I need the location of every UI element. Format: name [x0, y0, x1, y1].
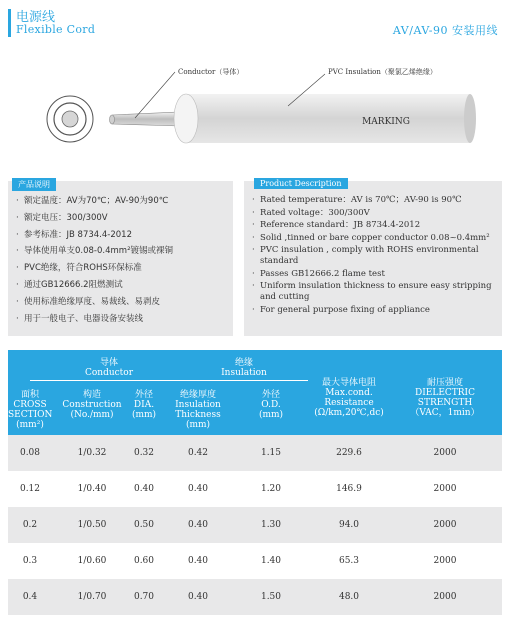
- col-dia-unit: (mm): [131, 410, 157, 420]
- list-item: · 额定温度：AV为70℃；AV-90为90℃: [16, 195, 227, 208]
- list-item: · Passes GB12666.2 flame test: [252, 269, 496, 280]
- spec-table-body: [8, 435, 502, 615]
- col-construction-cn: 构造: [82, 390, 101, 400]
- list-item: · Rated temperature：AV is 70℃；AV-90 is 90℃: [252, 195, 496, 206]
- cell-od: 1.40: [260, 556, 282, 566]
- cell-dielectric: 2000: [433, 448, 457, 458]
- col-od-cn: 外径: [261, 390, 280, 400]
- cell-construction: 1/0.70: [77, 592, 107, 602]
- col-section-unit: (mm²): [16, 420, 44, 430]
- insulation-group-en: Insulation: [221, 368, 267, 378]
- cell-od: 1.15: [260, 448, 282, 458]
- cell-section: 0.4: [22, 592, 38, 602]
- col-resistance-unit: (Ω/km,20℃,dc): [314, 408, 384, 418]
- table-row: [8, 507, 502, 543]
- cell-resistance: 94.0: [338, 520, 360, 530]
- cell-dielectric: 2000: [433, 520, 457, 530]
- insulation-group-cn: 绝缘: [234, 358, 253, 368]
- list-item: · 使用标准绝缘厚度、易裁线、易剥皮: [16, 296, 227, 309]
- cell-thickness: 0.40: [187, 484, 209, 494]
- cell-dia: 0.60: [133, 556, 155, 566]
- col-dia-cn: 外径: [134, 390, 153, 400]
- list-item: · 用于一般电子、电器设备安装线: [16, 313, 227, 326]
- cell-thickness: 0.42: [187, 448, 209, 458]
- cell-construction: 1/0.32: [77, 448, 107, 458]
- list-item: · Uniform insulation thickness to ensure easy stripping and cutting: [252, 281, 496, 303]
- product-list-en: [252, 195, 496, 317]
- jacket-front-face: [174, 94, 198, 143]
- page-title-cn: 电源线: [16, 10, 56, 25]
- cell-dia: 0.32: [133, 448, 155, 458]
- conductor-group-cn: 导体: [99, 358, 118, 368]
- conductor-group-en: Conductor: [84, 368, 134, 378]
- list-item: · PVC绝缘，符合ROHS环保标准: [16, 262, 227, 275]
- conductor-group-rule: [30, 380, 188, 381]
- cell-dielectric: 2000: [433, 484, 457, 494]
- table-row: [8, 579, 502, 615]
- table-row: [8, 471, 502, 507]
- panel-tag-cn: 产品说明: [12, 178, 56, 191]
- cell-dia: 0.40: [133, 484, 155, 494]
- cell-section: 0.12: [19, 484, 41, 494]
- list-item: · 导体使用单支0.08-0.4mm²镀锡或裸铜: [16, 245, 227, 258]
- col-thickness-en2: Thickness: [175, 410, 221, 420]
- cell-dielectric: 2000: [433, 556, 457, 566]
- col-resistance-en1: Max.cond.: [325, 388, 373, 398]
- list-item: · 额定电压：300/300V: [16, 212, 227, 225]
- col-od-en: O.D.: [261, 400, 281, 410]
- header-accent-bar: [8, 9, 11, 37]
- product-description-cn: [8, 181, 233, 336]
- jacket-tail: [464, 94, 476, 143]
- list-item: · For general purpose fixing of appliance: [252, 305, 496, 316]
- col-section-en1: CROSS: [13, 400, 47, 410]
- col-dielectric-unit: （VAC，1min）: [410, 408, 480, 418]
- cell-resistance: 146.9: [336, 484, 362, 494]
- list-item: · Reference standard：JB 8734.4-2012: [252, 220, 496, 231]
- cell-od: 1.20: [260, 484, 282, 494]
- col-dielectric-en1: DIELECTRIC: [415, 388, 475, 398]
- col-resistance-en2: Resistance: [324, 398, 374, 408]
- product-description-en: [244, 181, 502, 336]
- insulation-label: PVC Insulation（聚氯乙烯绝缘）: [328, 68, 437, 76]
- insulation-group-rule: [178, 380, 308, 381]
- col-thickness-cn: 绝缘厚度: [179, 390, 216, 400]
- cell-thickness: 0.40: [187, 556, 209, 566]
- product-series: AV/AV-90 安装用线: [392, 24, 498, 37]
- cell-resistance: 229.6: [336, 448, 362, 458]
- list-item: · PVC insulation , comply with ROHS environmental standard: [252, 245, 496, 267]
- list-item: · Rated voltage：300/300V: [252, 208, 496, 219]
- col-dielectric-cn: 耐压强度: [426, 378, 463, 388]
- cable-diagram: [0, 50, 510, 170]
- col-dia-en: DIA.: [133, 400, 155, 410]
- conductor-end: [110, 115, 115, 124]
- cell-od: 1.30: [260, 520, 282, 530]
- table-row: [8, 435, 502, 471]
- list-item: · Solid ,tinned or bare copper conductor 0.08~0.4mm²: [252, 233, 496, 244]
- table-row: [8, 543, 502, 579]
- cell-construction: 1/0.60: [77, 556, 107, 566]
- col-dielectric-en2: STRENGTH: [417, 398, 473, 408]
- spec-table-header: [8, 350, 502, 435]
- cell-construction: 1/0.50: [77, 520, 107, 530]
- cell-resistance: 65.3: [338, 556, 360, 566]
- cell-thickness: 0.40: [187, 592, 209, 602]
- cell-od: 1.50: [260, 592, 282, 602]
- col-resistance-cn: 最大导体电阻: [321, 378, 376, 388]
- cell-dia: 0.70: [133, 592, 155, 602]
- cell-thickness: 0.40: [187, 520, 209, 530]
- cell-section: 0.2: [22, 520, 38, 530]
- conductor-callout-line: [135, 72, 175, 118]
- cell-section: 0.08: [19, 448, 41, 458]
- col-section-en2: SECTION: [8, 410, 53, 420]
- cable-marking-text: MARKING: [362, 117, 410, 127]
- product-list-cn: [16, 195, 227, 329]
- bare-conductor: [112, 112, 180, 126]
- insulation-jacket: [186, 94, 470, 143]
- col-thickness-unit: (mm): [185, 420, 211, 430]
- col-od-unit: (mm): [258, 410, 284, 420]
- conductor-label: Conductor（导体）: [178, 68, 244, 76]
- col-construction-en: Construction: [62, 400, 122, 410]
- col-construction-unit: (No./mm): [70, 410, 114, 420]
- panel-tag-en: Product Description: [254, 178, 348, 189]
- cell-section: 0.3: [22, 556, 38, 566]
- page-title-en: Flexible Cord: [16, 23, 96, 36]
- col-section-cn: 面积: [20, 390, 39, 400]
- cell-dia: 0.50: [133, 520, 155, 530]
- cell-dielectric: 2000: [433, 592, 457, 602]
- list-item: · 参考标准：JB 8734.4-2012: [16, 229, 227, 242]
- list-item: · 通过GB12666.2阻燃测试: [16, 279, 227, 292]
- cell-resistance: 48.0: [338, 592, 360, 602]
- col-thickness-en1: Insulation: [175, 400, 221, 410]
- cell-construction: 1/0.40: [77, 484, 107, 494]
- cross-section-conductor: [62, 111, 78, 127]
